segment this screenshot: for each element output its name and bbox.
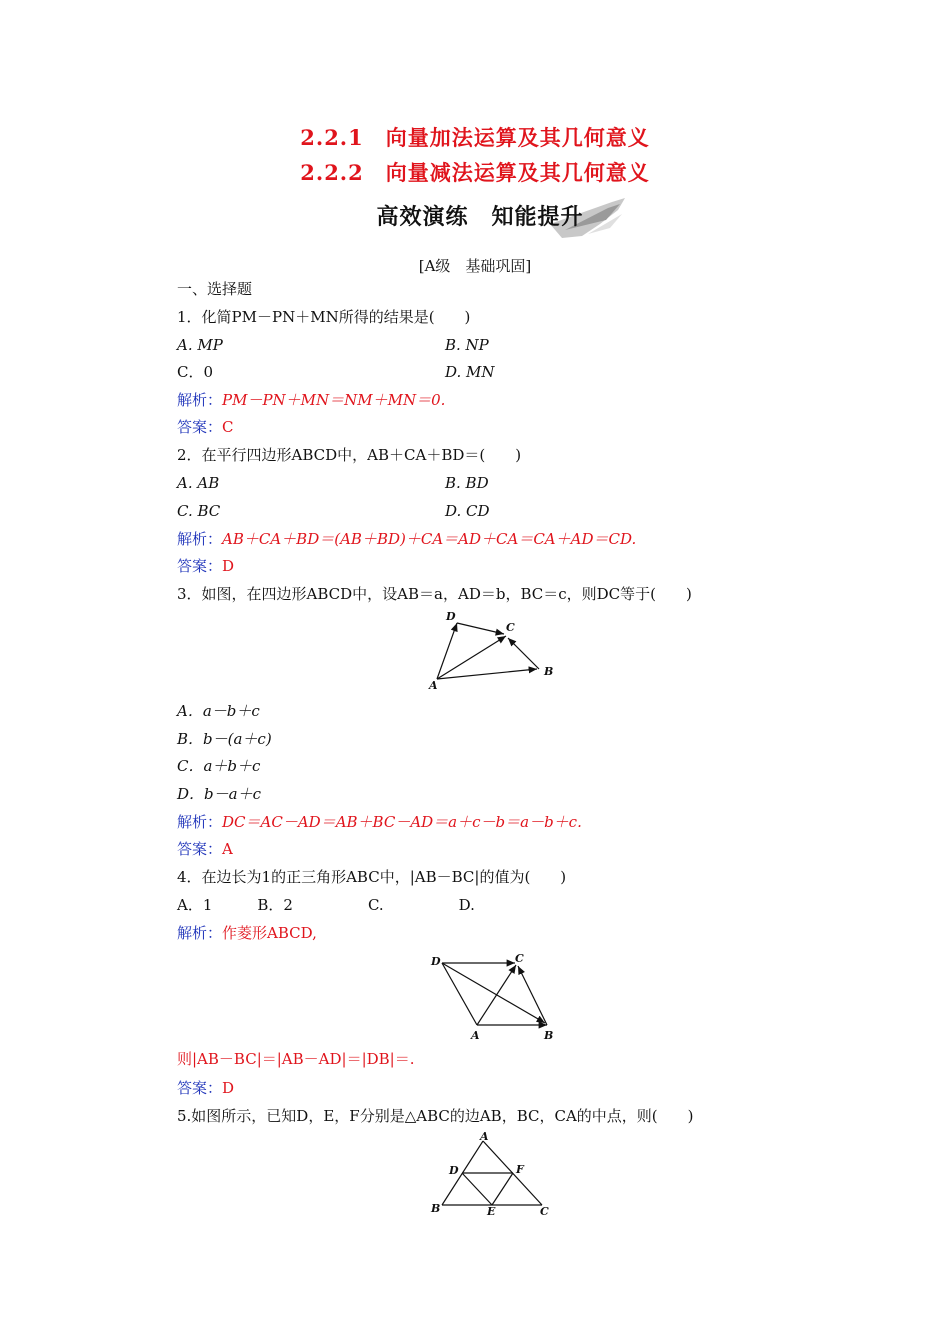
q3-label-b: B — [544, 665, 554, 678]
q3-option-a: A．a－b＋c — [177, 702, 260, 720]
section-title-2: 2.2.2 向量减法运算及其几何意义 — [300, 160, 650, 185]
q5-label-b: B — [431, 1202, 441, 1215]
section-title-1: 2.2.1 向量加法运算及其几何意义 — [300, 125, 650, 150]
q2-option-a: A. AB — [177, 474, 220, 492]
q4-analysis — [177, 923, 317, 943]
q1-option-d: D. MN — [445, 363, 495, 381]
q3-quadrilateral-figure — [420, 606, 560, 694]
q1-analysis — [177, 390, 445, 410]
q5-label-d: D — [449, 1164, 459, 1177]
answer-text: D — [222, 1079, 235, 1097]
q4-label-d: D — [431, 955, 441, 968]
q5-label-f: F — [516, 1163, 524, 1176]
q2-option-b: B. BD — [445, 474, 489, 492]
analysis-text: AB＋CA＋BD＝(AB＋BD)＋CA＝AD＋CA＝CA＋AD＝CD. — [222, 530, 637, 548]
q2-analysis — [177, 529, 636, 549]
q5-label-e: E — [487, 1205, 496, 1218]
q3-label-d: D — [446, 610, 456, 623]
q3-stem: 3．如图，在四边形ABCD中，设AB＝a，AD＝b，BC＝c，则DC等于( ) — [177, 585, 692, 603]
analysis-label: 解析： — [177, 813, 223, 831]
answer-text: C — [222, 418, 234, 436]
q4-result: 则|AB－BC|＝|AB－AD|＝|DB|＝. — [177, 1050, 415, 1068]
section-heading: 一、选择题 — [177, 280, 253, 298]
q1-option-c: C．0 — [177, 363, 214, 381]
q3-option-d: D．b－a＋c — [177, 785, 261, 803]
analysis-label: 解析： — [177, 391, 223, 409]
q5-label-a: A — [480, 1130, 489, 1143]
q3-label-a: A — [429, 679, 438, 692]
q4-label-a: A — [471, 1029, 480, 1042]
banner-title: 高效演练 知能提升 — [376, 205, 584, 230]
level-label: [A级 基础巩固] — [418, 257, 532, 275]
q5-stem: 5.如图所示，已知D，E，F分别是△ABC的边AB，BC，CA的中点，则( ) — [177, 1107, 694, 1125]
answer-text: D — [222, 557, 235, 575]
q2-answer — [177, 556, 234, 576]
q3-answer — [177, 839, 233, 859]
q1-stem: 1．化简PM－PN＋MN所得的结果是( ) — [177, 308, 471, 326]
q4-label-b: B — [544, 1029, 554, 1042]
q4-options: A．1 B．2 C. D. — [177, 896, 475, 914]
analysis-text: 作菱形ABCD, — [222, 924, 317, 942]
q4-answer — [177, 1078, 234, 1098]
analysis-label: 解析： — [177, 924, 223, 942]
q4-rhombus-figure — [425, 948, 565, 1044]
answer-label: 答案： — [177, 418, 223, 436]
q1-option-a: A. MP — [177, 336, 223, 354]
q1-answer — [177, 417, 234, 437]
analysis-text: PM－PN＋MN＝NM＋MN＝0. — [222, 391, 446, 409]
q2-stem: 2．在平行四边形ABCD中，AB＋CA＋BD＝( ) — [177, 446, 522, 464]
banner — [350, 194, 630, 244]
q4-stem: 4．在边长为1的正三角形ABC中，|AB－BC|的值为( ) — [177, 868, 567, 886]
answer-label: 答案： — [177, 840, 223, 858]
q3-analysis — [177, 812, 582, 832]
analysis-text: DC＝AC－AD＝AB＋BC－AD＝a＋c－b＝a－b＋c. — [222, 813, 582, 831]
q3-label-c: C — [506, 621, 515, 634]
q3-option-b: B．b－(a＋c) — [177, 730, 272, 748]
q2-option-c: C. BC — [177, 502, 221, 520]
answer-label: 答案： — [177, 557, 223, 575]
q5-label-c: C — [540, 1205, 549, 1218]
answer-label: 答案： — [177, 1079, 223, 1097]
answer-text: A — [222, 840, 233, 858]
q5-triangle-figure — [425, 1128, 560, 1220]
q4-label-c: C — [515, 952, 524, 965]
q3-option-c: C．a＋b＋c — [177, 757, 261, 775]
analysis-label: 解析： — [177, 530, 223, 548]
q2-option-d: D. CD — [445, 502, 490, 520]
q1-option-b: B. NP — [445, 336, 489, 354]
